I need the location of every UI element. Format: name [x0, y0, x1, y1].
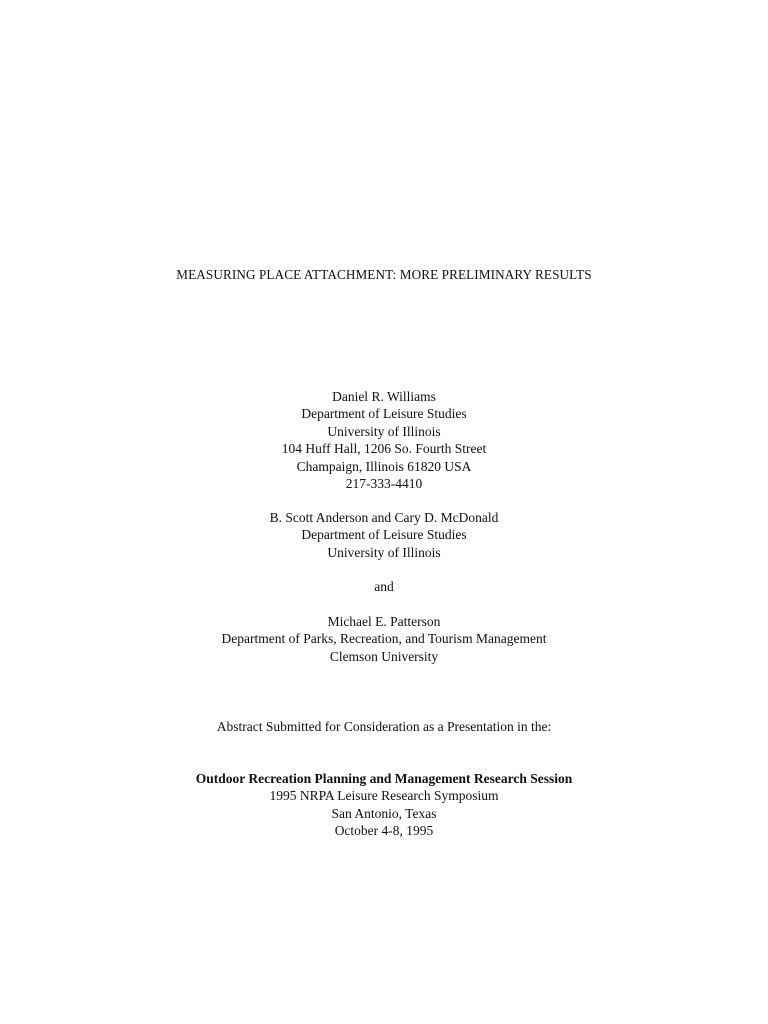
symposium-location: San Antonio, Texas [331, 805, 437, 821]
session-name: Outdoor Recreation Planning and Management Research Session [195, 771, 573, 786]
abstract-note [0, 718, 768, 735]
author-university: University of Illinois [327, 423, 441, 439]
author-university: University of Illinois [327, 544, 441, 560]
author-name: Michael E. Patterson [327, 614, 441, 629]
author-phone: 217-333-4410 [345, 476, 423, 492]
session-block [0, 770, 768, 840]
author-department: Department of Leisure Studies [301, 406, 467, 422]
author-department: Department of Leisure Studies [301, 527, 467, 543]
abstract-note-text: Abstract Submitted for Consideration as a Presentation in the: [216, 719, 552, 734]
author-block-anderson-mcdonald [0, 509, 768, 561]
author-city: Champaign, Illinois 61820 USA [296, 458, 472, 474]
author-department: Department of Parks, Recreation, and Tourism Management [221, 631, 547, 647]
conjunction-and [0, 578, 768, 595]
author-block-patterson [0, 613, 768, 665]
author-names: B. Scott Anderson and Cary D. McDonald [269, 510, 499, 525]
author-block-williams [0, 388, 768, 492]
symposium-name: 1995 NRPA Leisure Research Symposium [269, 788, 499, 804]
author-address: 104 Huff Hall, 1206 So. Fourth Street [281, 441, 487, 457]
conjunction-text: and [374, 579, 394, 594]
author-university: Clemson University [329, 648, 439, 664]
symposium-dates: October 4-8, 1995 [334, 823, 434, 839]
paper-title: MEASURING PLACE ATTACHMENT: MORE PRELIMINARY RESULTS [176, 267, 592, 282]
author-name: Daniel R. Williams [332, 389, 436, 404]
